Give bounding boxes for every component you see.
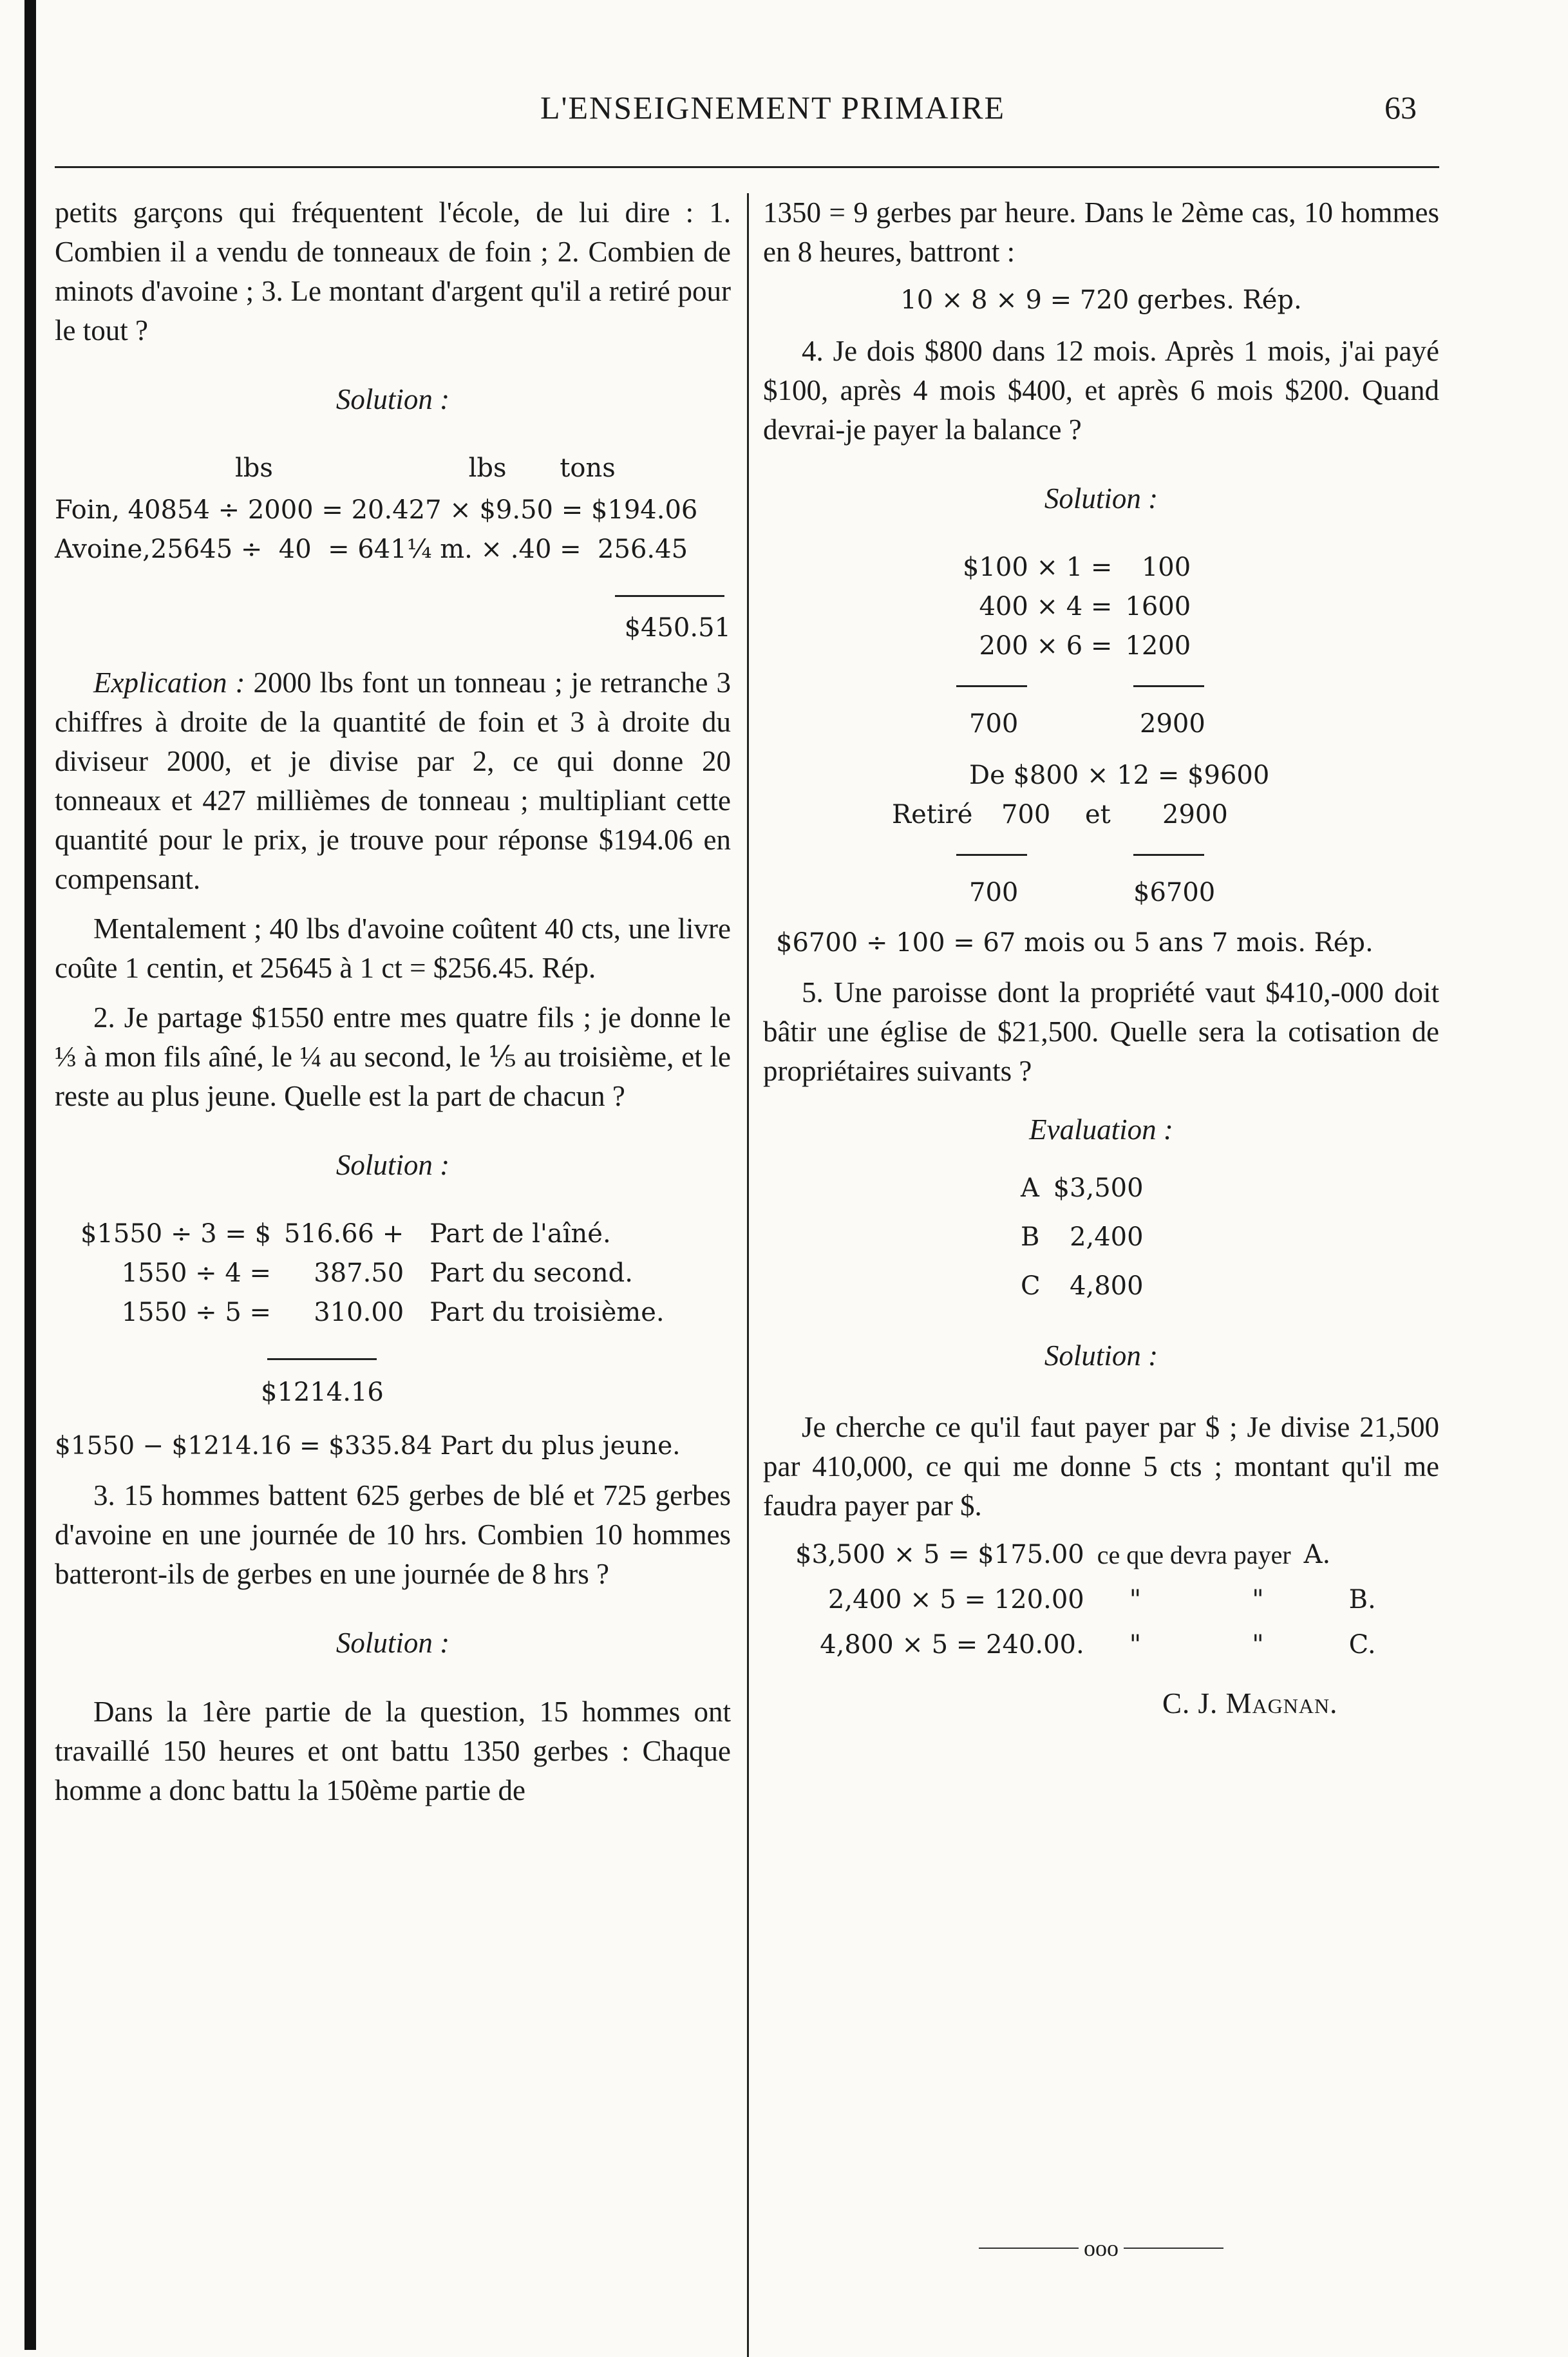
- foin-calc: 40854 ÷ 2000 = 20.427 × $9.50 = $194.06: [128, 495, 698, 525]
- solution-5-text: Je cherche ce qu'il faut payer par $ ; Je divise 21,500 par 410,000, ce qui me donne 5 cts ; montant qu'il me faudra payer par $.: [763, 1411, 1439, 1522]
- result-amount: $6700: [1133, 878, 1216, 907]
- payment-calc: 400 × 4 =: [979, 592, 1113, 621]
- payment-product: 1600: [1125, 592, 1191, 621]
- result-block: [763, 835, 1439, 918]
- owner-letter: B: [1021, 1222, 1040, 1252]
- cotisation-table: [789, 1532, 1383, 1667]
- share-calc: 1550 ÷ 5 =: [121, 1298, 272, 1327]
- de-line: De $800 × 12 = $9600: [969, 761, 1270, 790]
- right-column: [763, 193, 1439, 1723]
- result-months: 700: [969, 878, 1019, 907]
- total-hay-oats: $450.51: [624, 613, 731, 643]
- cotisation-row: [789, 1622, 1383, 1667]
- unit-lbs: lbs: [468, 453, 507, 483]
- avoine-label: Avoine,: [55, 535, 151, 564]
- sum-products: 2900: [1140, 709, 1205, 739]
- ditto-mark: ": [1129, 1629, 1142, 1660]
- sum-block: [763, 666, 1439, 756]
- owner-letter: C: [1021, 1271, 1041, 1301]
- hay-oats-table: [55, 449, 731, 488]
- payment-calc: $100 × 1 =: [963, 553, 1113, 582]
- solution-heading: Solution :: [335, 1149, 450, 1181]
- owner-value: $3,500: [1053, 1173, 1144, 1203]
- sum-rule: [615, 595, 724, 597]
- payment-calc: 200 × 6 =: [979, 631, 1113, 661]
- solution-heading: Solution :: [335, 1627, 450, 1659]
- owner-letter: C.: [1348, 1629, 1376, 1660]
- solution-heading: Solution :: [1044, 482, 1158, 515]
- retire-et: et: [1085, 800, 1111, 829]
- cotisation-calc: 4,800 × 5 = 240.00.: [820, 1629, 1084, 1660]
- solution-heading: Solution :: [335, 383, 450, 415]
- question-4: 4. Je dois $800 dans 12 mois. Après 1 mois, j'ai payé $100, après 4 mois $400, et après 6 mois $200. Quand devrai-je payer la balance ?: [763, 335, 1439, 446]
- evaluation-row: [1014, 1262, 1150, 1311]
- evaluation-row: [1014, 1164, 1150, 1213]
- payment-row: [956, 587, 1197, 627]
- avoine-line: [55, 530, 731, 569]
- ditto-text: ce que devra payer: [1097, 1540, 1291, 1569]
- cotisation-calc: 2,400 × 5 = 120.00: [827, 1584, 1084, 1614]
- solution-3-text: Dans la 1ère partie de la question, 15 hommes ont travaillé 150 heures et ont battu 1350 gerbes : Chaque homme a donc battu la 150ème partie de: [55, 1696, 731, 1806]
- payment-row: [956, 627, 1197, 666]
- unit-lbs: lbs: [235, 453, 273, 483]
- ornament-text: ooo: [1084, 2235, 1119, 2261]
- result-rule: [1133, 854, 1204, 856]
- sum-months: 700: [969, 709, 1019, 739]
- share-label: Part du second.: [430, 1258, 633, 1288]
- share-calc: 1550 ÷ 4 =: [121, 1258, 272, 1288]
- owner-letter: B.: [1348, 1584, 1376, 1614]
- continuation-paragraph: 1350 = 9 gerbes par heure. Dans le 2ème cas, 10 hommes en 8 heures, battront :: [763, 196, 1439, 268]
- foin-line: [55, 491, 731, 530]
- column-separator: [747, 193, 749, 2357]
- page-number: 63: [1384, 90, 1417, 126]
- payment-product: 1200: [1125, 631, 1191, 661]
- binding-edge: [24, 0, 36, 2350]
- unit-tons: tons: [560, 453, 616, 483]
- question-3: 3. 15 hommes battent 625 gerbes de blé et 725 gerbes d'avoine en une journée de 10 hrs. Combien 10 hommes batteront-ils de gerbes en une journée de 8 hrs ?: [55, 1479, 731, 1590]
- share-value: 310.00: [314, 1298, 404, 1327]
- explanation-paragraph: [55, 663, 731, 899]
- sum-rule: [956, 685, 1027, 687]
- units-row: [55, 449, 731, 488]
- cotisation-calc: $3,500 × 5 = $175.00: [795, 1539, 1084, 1569]
- share-value: 387.50: [314, 1258, 404, 1288]
- retire-a: 700: [1001, 800, 1051, 829]
- owner-value: 2,400: [1070, 1222, 1144, 1252]
- share-row: [74, 1254, 671, 1293]
- evaluation-heading: Evaluation :: [1029, 1113, 1173, 1146]
- question-2: 2. Je partage $1550 entre mes quatre fils ; je donne le ⅓ à mon fils aîné, le ¼ au second, le ⅕ au troisième, et le reste au plus jeune. Quelle est la part de chacun ?: [55, 1001, 731, 1112]
- solution-heading: Solution :: [1044, 1339, 1158, 1372]
- running-title: L'ENSEIGNEMENT PRIMAIRE: [540, 90, 1006, 126]
- shares-table: [74, 1215, 671, 1332]
- signature: C. J. Magnan.: [1162, 1687, 1338, 1719]
- cotisation-row: [789, 1532, 1383, 1577]
- share-row: [74, 1215, 671, 1254]
- explanation-label: Explication :: [93, 667, 245, 699]
- answer-4: $6700 ÷ 100 = 67 mois ou 5 ans 7 mois. Rép.: [776, 928, 1374, 958]
- share-calc: $1550 ÷ 3 = $: [80, 1219, 272, 1249]
- mental-paragraph: Mentalement ; 40 lbs d'avoine coûtent 40 cts, une livre coûte 1 centin, et 25645 à 1 ct = $256.45. Rép.: [55, 913, 731, 984]
- ditto-mark: ": [1252, 1629, 1264, 1660]
- intro-paragraph: petits garçons qui fréquentent l'école, de lui dire : 1. Combien il a vendu de tonneaux de foin ; 2. Combien de minots d'avoine ; 3. Le montant d'argent qu'il a retiré pour le tout ?: [55, 196, 731, 346]
- share-value: 516.66 +: [284, 1219, 404, 1249]
- foin-label: Foin,: [55, 495, 120, 525]
- share-row: [74, 1293, 671, 1332]
- owner-value: 4,800: [1070, 1271, 1144, 1301]
- payment-row: [956, 548, 1197, 587]
- payment-product: 100: [1141, 553, 1191, 582]
- retire-b: 2900: [1162, 800, 1228, 829]
- share-label: Part du troisième.: [430, 1298, 665, 1327]
- left-column: [55, 193, 731, 1810]
- owner-letter: A: [1021, 1173, 1039, 1203]
- owner-letter: A.: [1303, 1539, 1331, 1569]
- explanation-text: 2000 lbs font un tonneau ; je retranche 3 chiffres à droite de la quantité de foin et 3 à droite du diviseur 2000, et je divise par 2, ce qui donne 20 tonneaux et 427 millièmes de tonneau ; multipliant cette quantité pour le prix, je trouve pour réponse $194.06 en compensant.: [55, 667, 732, 895]
- sum-rule: [1133, 685, 1204, 687]
- shares-total: $1214.16: [261, 1377, 384, 1407]
- retire-label: Retiré: [892, 800, 973, 829]
- sheaves-calc: 10 × 8 × 9 = 720 gerbes. Rép.: [900, 285, 1302, 315]
- evaluation-table: [1014, 1164, 1150, 1311]
- sum-rule: [267, 1358, 377, 1360]
- evaluation-row: [1014, 1213, 1150, 1262]
- result-rule: [956, 854, 1027, 856]
- payments-table: [956, 548, 1197, 666]
- ditto-mark: ": [1129, 1584, 1142, 1614]
- avoine-calc: 25645 ÷ 40 = 641¼ m. × .40 = 256.45: [150, 535, 688, 564]
- retire-line: [763, 795, 1439, 835]
- header-rule: [55, 166, 1439, 168]
- remainder-line: $1550 − $1214.16 = $335.84 Part du plus jeune.: [55, 1432, 681, 1461]
- ornament-rule: [979, 2235, 1223, 2262]
- cotisation-row: [789, 1577, 1383, 1622]
- share-label: Part de l'aîné.: [430, 1219, 611, 1249]
- ditto-mark: ": [1252, 1584, 1264, 1614]
- question-5: 5. Une paroisse dont la propriété vaut $410,-000 doit bâtir une église de $21,500. Quelle sera la cotisation de propriétaires suivants ?: [763, 976, 1439, 1087]
